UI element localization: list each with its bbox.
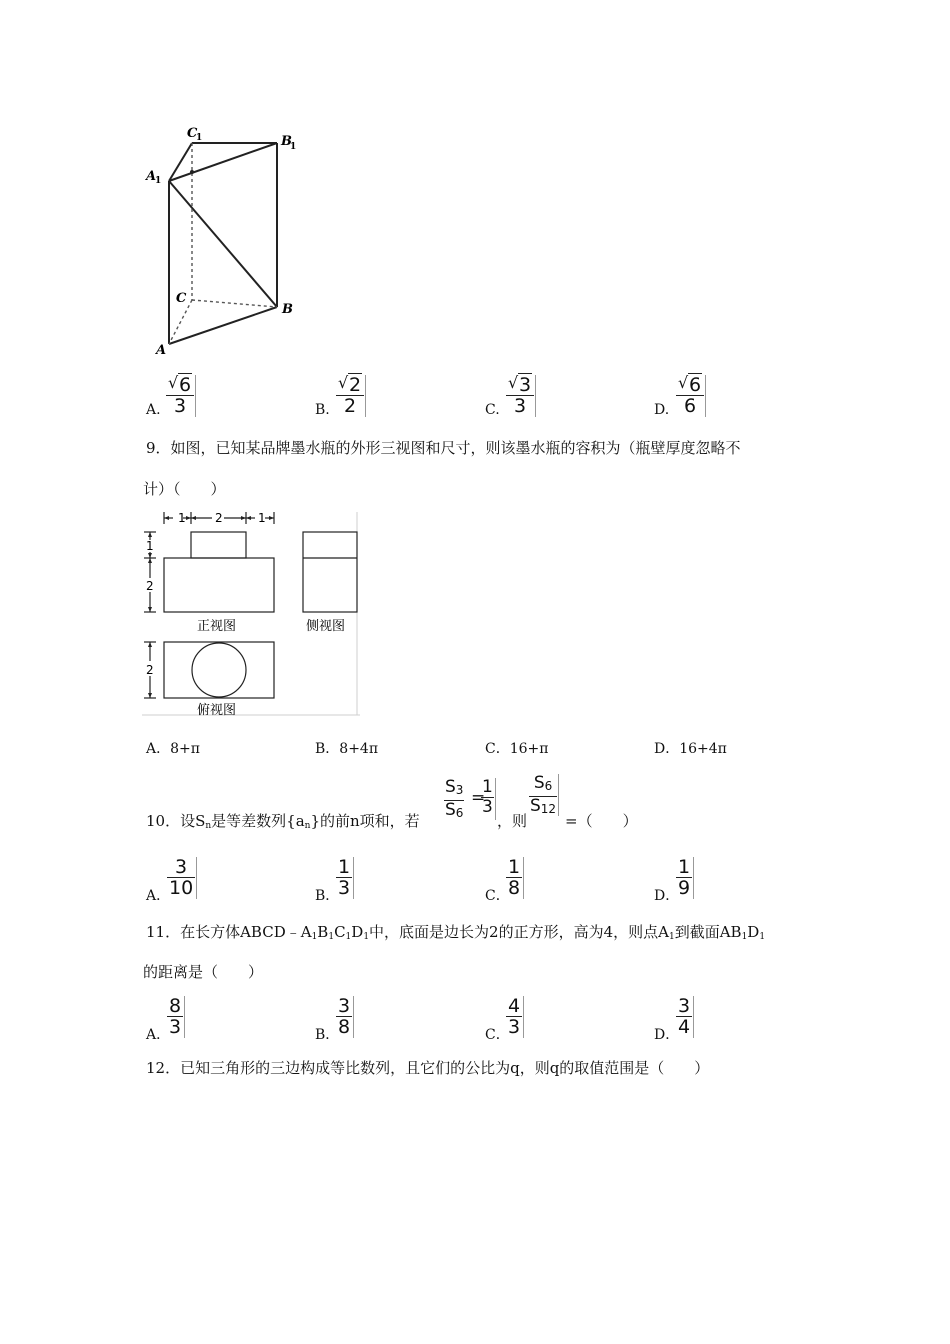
label-a: A bbox=[156, 343, 167, 358]
q10-option-c-fraction: $\frac{1}{8}$ bbox=[506, 857, 522, 898]
q9-option-c[interactable]: C．16+π bbox=[485, 741, 549, 757]
q11-option-a-fraction: $\frac{8}{3}$ bbox=[167, 996, 183, 1037]
q8-option-b-den: 2 bbox=[344, 395, 357, 417]
label-b1-sub: 1 bbox=[290, 142, 297, 152]
label-a1: A bbox=[146, 169, 157, 184]
q8-option-a-fraction: √ 6 3 bbox=[166, 375, 194, 416]
front-view-label: 正视图 bbox=[197, 619, 237, 634]
q8-option-a-den: 3 bbox=[174, 395, 187, 417]
dim-left-2: 2 bbox=[146, 579, 154, 593]
q10-option-d-letter[interactable]: D． bbox=[654, 888, 680, 904]
q8-option-a-letter[interactable]: A. bbox=[146, 402, 161, 418]
q10-option-d-fraction: $\frac{1}{9}$ bbox=[676, 857, 692, 898]
q10-option-b-fraction: $\frac{1}{3}$ bbox=[336, 857, 352, 898]
q10-tail: =（ ） bbox=[565, 812, 638, 830]
q8-option-a-radicand: 6 bbox=[179, 374, 192, 396]
label-c1: C bbox=[187, 126, 198, 141]
q11-option-d-fraction: $\frac{3}{4}$ bbox=[676, 996, 692, 1037]
q10-option-b-letter[interactable]: B． bbox=[315, 888, 340, 904]
q8-option-d-letter[interactable]: D. bbox=[654, 402, 670, 418]
q9-option-a[interactable]: A．8+π bbox=[146, 741, 200, 757]
q11-option-b-letter[interactable]: B． bbox=[315, 1027, 340, 1043]
q8-option-d-fraction: √ 6 6 bbox=[676, 375, 704, 416]
q8-option-c-den: 3 bbox=[514, 395, 527, 417]
q10-equals: = bbox=[471, 788, 486, 808]
dim-left-1: 1 bbox=[146, 539, 154, 553]
label-b: B bbox=[282, 302, 293, 317]
q10-then: ，则 bbox=[497, 812, 528, 830]
q8-option-c-radicand: 3 bbox=[519, 374, 532, 396]
q10-option-c-letter[interactable]: C． bbox=[485, 888, 510, 904]
q10-stem: 10．设$S_n$是等差数列$\{a_n\}$的前n项和，若 bbox=[146, 812, 420, 831]
label-a1-sub: 1 bbox=[155, 176, 162, 186]
prism-figure bbox=[140, 120, 320, 360]
q8-option-b-fraction: √ 2 2 bbox=[336, 375, 364, 416]
q11-stem-line1: 11．在长方体$ABCD﹣A_1B_1C_1D_1$中，底面是边长为2的正方形，高为4，则点$A_1$到截面$AB_1D_1$ bbox=[146, 923, 766, 942]
top-view-label: 俯视图 bbox=[197, 703, 237, 718]
q11-option-a-letter[interactable]: A． bbox=[146, 1027, 171, 1043]
q8-option-d-den: 6 bbox=[684, 395, 697, 417]
q8-option-c-letter[interactable]: C. bbox=[485, 402, 500, 418]
q8-option-b-radicand: 2 bbox=[349, 374, 362, 396]
label-c1-sub: 1 bbox=[196, 133, 203, 143]
q8-option-d-radicand: 6 bbox=[689, 374, 702, 396]
dim-top-1: 1 bbox=[178, 511, 186, 525]
label-c: C bbox=[176, 291, 187, 306]
q11-option-d-letter[interactable]: D． bbox=[654, 1027, 680, 1043]
q9-stem-line1: 9．如图，已知某品牌墨水瓶的外形三视图和尺寸，则该墨水瓶的容积为（瓶壁厚度忽略不 bbox=[146, 439, 741, 457]
three-view-figure bbox=[140, 508, 362, 720]
q10-option-a-fraction: $\frac{3}{10}$ bbox=[167, 857, 195, 898]
q8-option-b-letter[interactable]: B. bbox=[315, 402, 330, 418]
q10-option-a-letter[interactable]: A． bbox=[146, 888, 171, 904]
q9-stem-line2: 计）（ ） bbox=[143, 480, 226, 498]
q9-option-d[interactable]: D．16+4π bbox=[654, 741, 727, 757]
q11-stem-line2: 的距离是（ ） bbox=[143, 963, 264, 981]
side-view-label: 侧视图 bbox=[306, 619, 346, 634]
q8-option-c-fraction: √ 3 3 bbox=[506, 375, 534, 416]
q9-option-b[interactable]: B．8+4π bbox=[315, 741, 379, 757]
q11-option-c-letter[interactable]: C． bbox=[485, 1027, 510, 1043]
dim-left-top: 2 bbox=[146, 663, 154, 677]
q11-option-b-fraction: $\frac{3}{8}$ bbox=[336, 996, 352, 1037]
dim-top-2: 2 bbox=[215, 511, 223, 525]
label-b1: B bbox=[281, 134, 292, 149]
q10-condition-right: $\frac{1}{3}$ bbox=[481, 778, 494, 817]
q11-option-c-fraction: $\frac{4}{3}$ bbox=[506, 996, 522, 1037]
q10-target-fraction: $\frac{S6}{S12}$ bbox=[529, 774, 557, 819]
dim-top-3: 1 bbox=[258, 511, 266, 525]
q12-stem: 12．已知三角形的三边构成等比数列，且它们的公比为q，则q的取值范围是（ ） bbox=[146, 1059, 710, 1077]
q10-condition-left: $\frac{S3}{S6}$ bbox=[445, 777, 464, 820]
